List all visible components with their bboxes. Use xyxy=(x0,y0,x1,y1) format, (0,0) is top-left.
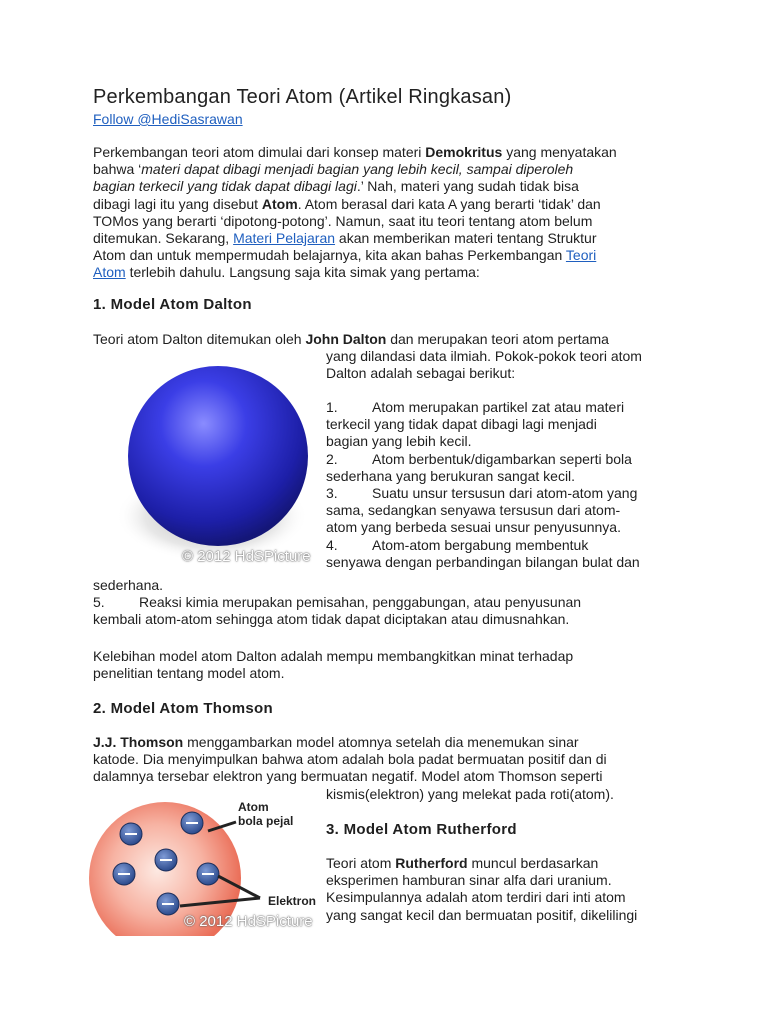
text-line: TOMos yang berarti ‘dipotong-potong’. Namun, saat itu teori tentang atom belum xyxy=(93,212,593,229)
follow-link[interactable]: Follow @HediSasrawan xyxy=(93,111,243,127)
text-line: sederhana. xyxy=(93,577,164,593)
dalton-column xyxy=(326,348,686,382)
text: bahwa ‘ xyxy=(93,161,142,178)
text: yang menyatakan xyxy=(502,144,617,160)
thomson-heading: 2. Model Atom Thomson xyxy=(93,700,273,717)
rutherford-heading: 3. Model Atom Rutherford xyxy=(326,821,517,838)
thomson-model-image xyxy=(88,796,328,936)
image-watermark: © 2012 HdSPicture xyxy=(182,548,311,565)
text-line: katode. Dia menyimpulkan bahwa atom adalah bola padat bermuatan positif dan di xyxy=(93,751,607,768)
text-line: Dalton adalah sebagai berikut: xyxy=(326,365,516,382)
dalton-advantage xyxy=(93,648,713,682)
list-item xyxy=(93,594,713,611)
image-watermark: © 2012 HdSPicture xyxy=(184,913,313,930)
text-line: kembali atom-atom sehingga atom tidak dapat diciptakan atau dimusnahkan. xyxy=(93,611,570,628)
label-elektron: Elektron xyxy=(268,894,317,908)
text: Reaksi kimia merupakan pemisahan, penggabungan, atau penyusunan xyxy=(139,594,582,611)
text: Atom merupakan partikel zat atau materi xyxy=(372,399,625,415)
text-line: sederhana yang berukuran sangat kecil. xyxy=(326,467,576,484)
bold-term: Rutherford xyxy=(395,855,468,871)
text-line: penelitian tentang model atom. xyxy=(93,665,285,682)
text-line: bagian yang lebih kecil. xyxy=(326,433,472,450)
item-number: 1. xyxy=(326,399,338,415)
text-line: dalamnya tersebar elektron yang bermuatan negatif. Model atom Thomson seperti xyxy=(93,768,603,785)
text-line: yang dilandasi data ilmiah. Pokok-pokok teori atom xyxy=(326,348,642,364)
text: Atom-atom bergabung membentuk xyxy=(372,536,589,553)
text: Perkembangan teori atom dimulai dari konsep materi xyxy=(93,144,426,160)
label-atom xyxy=(238,800,293,828)
text-line: yang sangat kecil dan bermuatan positif, dikelilingi xyxy=(326,906,638,923)
item-number: 2. xyxy=(326,450,338,467)
italic-quote: materi dapat dibagi menjadi bagian yang lebih kecil, sampai diperoleh xyxy=(141,161,574,178)
text-line: kismis(elektron) yang melekat pada roti(atom). xyxy=(326,786,614,802)
thomson-paragraph xyxy=(93,734,713,786)
dalton-list xyxy=(326,399,686,571)
thomson-paragraph-cont xyxy=(326,786,686,803)
text-line: atom yang berbeda sesuai unsur penyusunnya. xyxy=(326,519,621,536)
teori-atom-link[interactable]: Teori xyxy=(565,247,597,264)
rutherford-paragraph xyxy=(326,855,686,924)
text-line: Kesimpulannya adalah atom terdiri dari inti atom xyxy=(326,889,626,906)
text: . Atom berasal dari kata A yang berarti ‘tidak’ dan xyxy=(297,195,601,212)
text: Atom dan untuk mempermudah belajarnya, kita akan bahas Perkembangan xyxy=(93,247,566,264)
text: Teori atom xyxy=(326,855,396,871)
list-item xyxy=(326,399,686,416)
dalton-heading: 1. Model Atom Dalton xyxy=(93,296,252,313)
bold-term: Atom xyxy=(261,195,298,212)
text: Atom berbentuk/digambarkan seperti bola xyxy=(372,450,632,467)
label-line: bola pejal xyxy=(238,814,294,828)
text-line: eksperimen hamburan sinar alfa dari uranium. xyxy=(326,872,612,889)
text-line: Kelebihan model atom Dalton adalah mempu membangkitkan minat terhadap xyxy=(93,648,574,664)
intro-paragraph xyxy=(93,144,693,282)
item-number: 5. xyxy=(93,594,105,611)
article-title: Perkembangan Teori Atom (Artikel Ringkasan) xyxy=(93,86,512,108)
dalton-paragraph xyxy=(93,331,693,348)
bold-term: John Dalton xyxy=(305,331,387,347)
text: terlebih dahulu. Langsung saja kita simak yang pertama: xyxy=(125,264,480,281)
text: dibagi lagi itu yang disebut xyxy=(93,195,262,212)
text-line: terkecil yang tidak dapat dibagi lagi menjadi xyxy=(326,416,597,433)
bold-term: J.J. Thomson xyxy=(93,734,184,750)
list-item xyxy=(326,537,686,554)
text: muncul berdasarkan xyxy=(467,855,599,871)
text: Suatu unsur tersusun dari atom-atom yang xyxy=(372,485,638,502)
sphere-icon xyxy=(112,348,326,570)
text: ditemukan. Sekarang, xyxy=(93,230,234,247)
label-line: Atom xyxy=(238,800,269,814)
text: akan memberikan materi tentang Struktur xyxy=(335,230,597,247)
dalton-list-continued xyxy=(93,577,713,629)
text-line: sama, sedangkan senyawa tersusun dari atom- xyxy=(326,502,621,519)
text: menggambarkan model atomnya setelah dia menemukan sinar xyxy=(183,734,579,750)
list-item xyxy=(326,451,686,468)
bold-term: Demokritus xyxy=(425,144,503,160)
item-number: 3. xyxy=(326,485,338,502)
italic-quote: bagian terkecil yang tidak dapat dibagi lagi xyxy=(93,178,357,195)
text: Teori atom Dalton ditemukan oleh xyxy=(93,331,306,347)
text: .’ Nah, materi yang sudah tidak bisa xyxy=(356,178,579,195)
text: dan merupakan teori atom pertama xyxy=(386,331,609,347)
list-item xyxy=(326,485,686,502)
materi-pelajaran-link[interactable]: Materi Pelajaran xyxy=(233,230,336,247)
teori-atom-link[interactable]: Atom xyxy=(93,264,126,281)
dalton-sphere-image xyxy=(112,348,326,570)
text-line: senyawa dengan perbandingan bilangan bulat dan xyxy=(326,553,640,570)
item-number: 4. xyxy=(326,536,338,553)
